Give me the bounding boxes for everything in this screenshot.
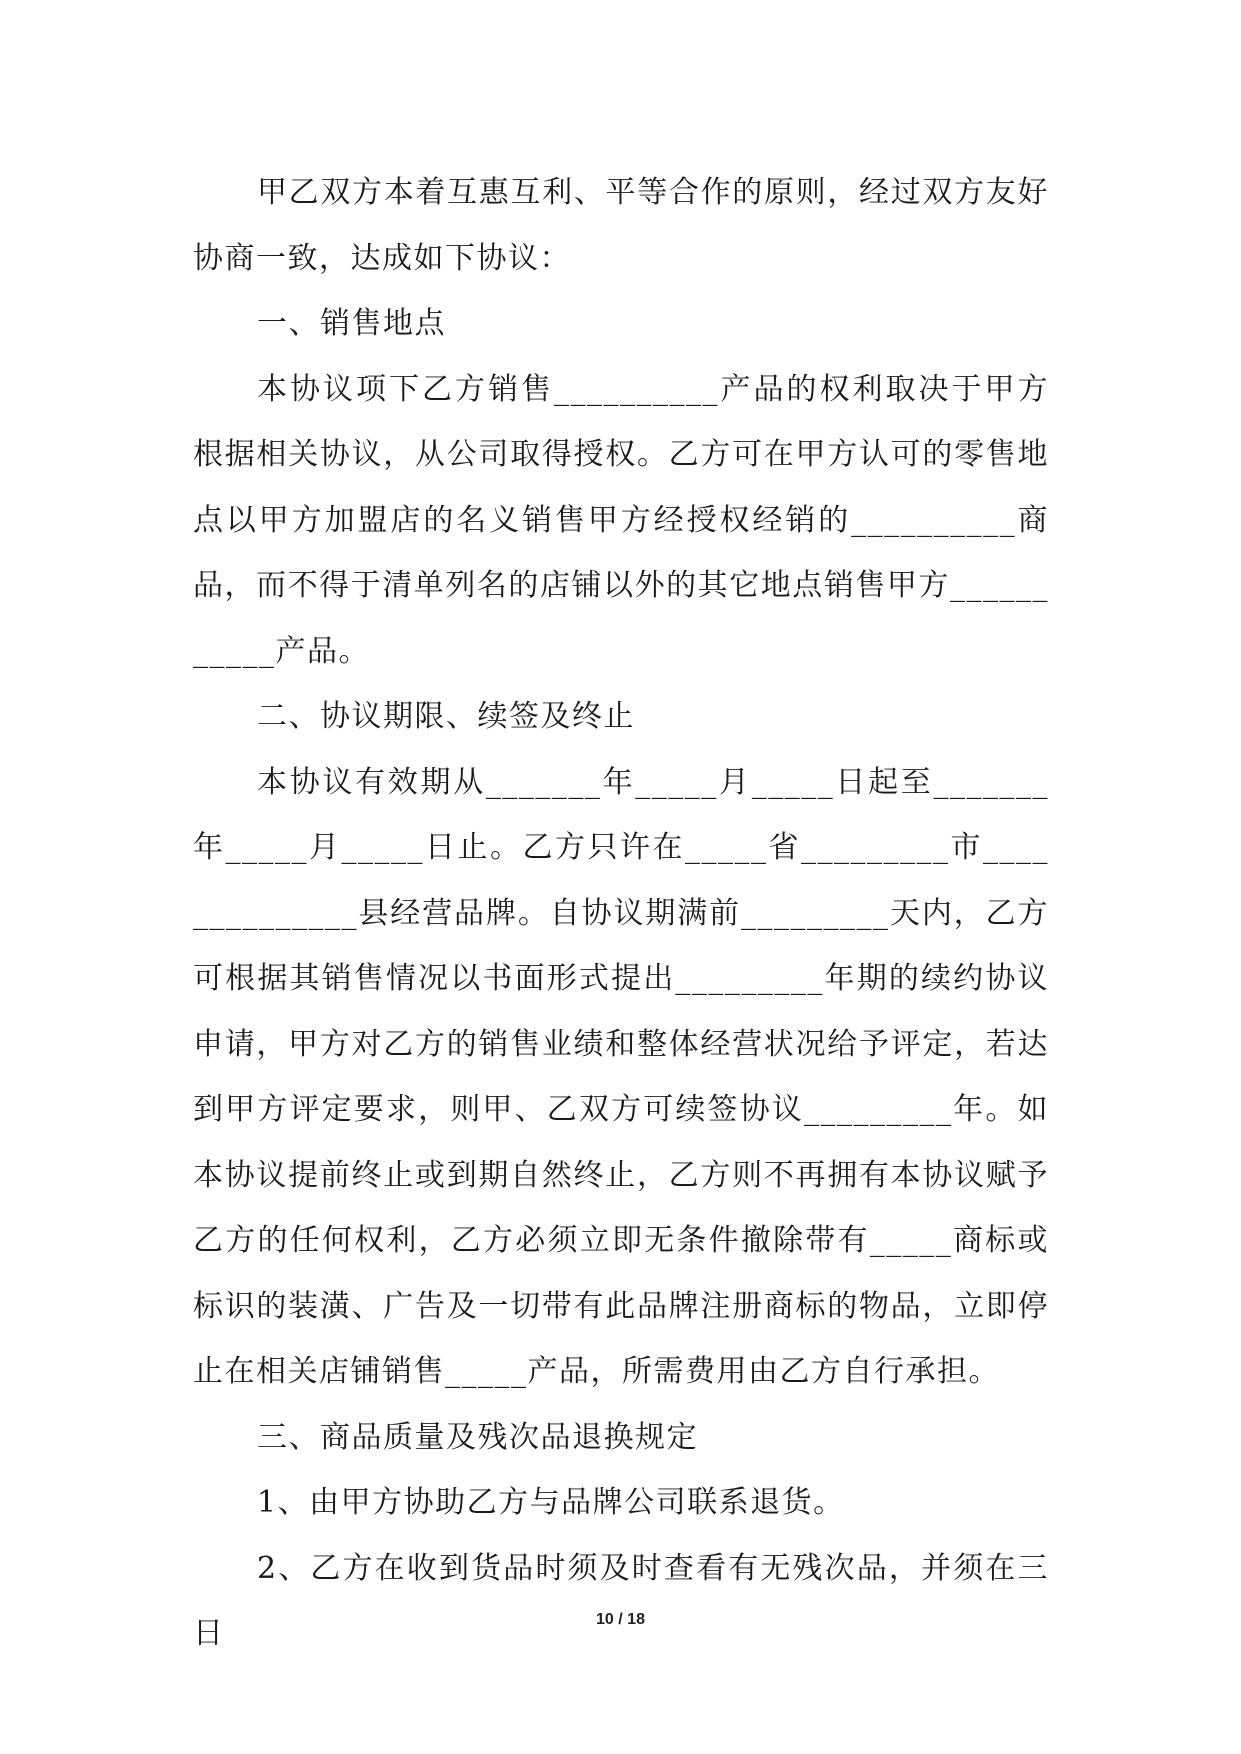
page-number: 10 / 18 <box>596 1611 645 1628</box>
heading-sales-location: 一、销售地点 <box>257 306 446 341</box>
heading-term-renewal: 二、协议期限、续签及终止 <box>257 699 635 734</box>
paragraph-intro: 甲乙双方本着互惠互利、平等合作的原则，经过双方友好协商一致，达成如下协议： <box>193 175 1049 276</box>
document-body <box>193 160 1049 1667</box>
paragraph-sales-location: 本协议项下乙方销售__________产品的权利取决于甲方根据相关协议，从公司取得授权。乙方可在甲方认可的零售地点以甲方加盟店的名义销售甲方经授权经销的__________商品，而不得于清单列名的店铺以外的其它地点销售甲方___________产品。 <box>193 371 1049 669</box>
heading-quality-returns: 三、商品质量及残次品退换规定 <box>257 1419 698 1455</box>
paragraph-item-1: 1、由甲方协助乙方与品牌公司联系退货。 <box>257 1485 845 1520</box>
paragraph-item-2: 2、乙方在收到货品时须及时查看有无残次品，并须在三日 <box>193 1550 1049 1651</box>
paragraph-term-renewal: 本协议有效期从_______年_____月_____日起至_______年_____月_____日止。乙方只许在_____省_________市______________县经营品牌。自协议期满前_________天内，乙方可根据其销售情况以书面形式提出_________年期的续约协议申请，甲方对乙方的销售业绩和整体经营状况给予评定，若达到甲方评定要求，则甲、乙双方可续签协议_________年。如本协议提前终止或到期自然终止，乙方则不再拥有本协议赋予乙方的任何权利，乙方必须立即无条件撤除带有_____商标或标识的装潢、广告及一切带有此品牌注册商标的物品，立即停止在相关店铺销售_____产品，所需费用由乙方自行承担。 <box>193 764 1049 1389</box>
